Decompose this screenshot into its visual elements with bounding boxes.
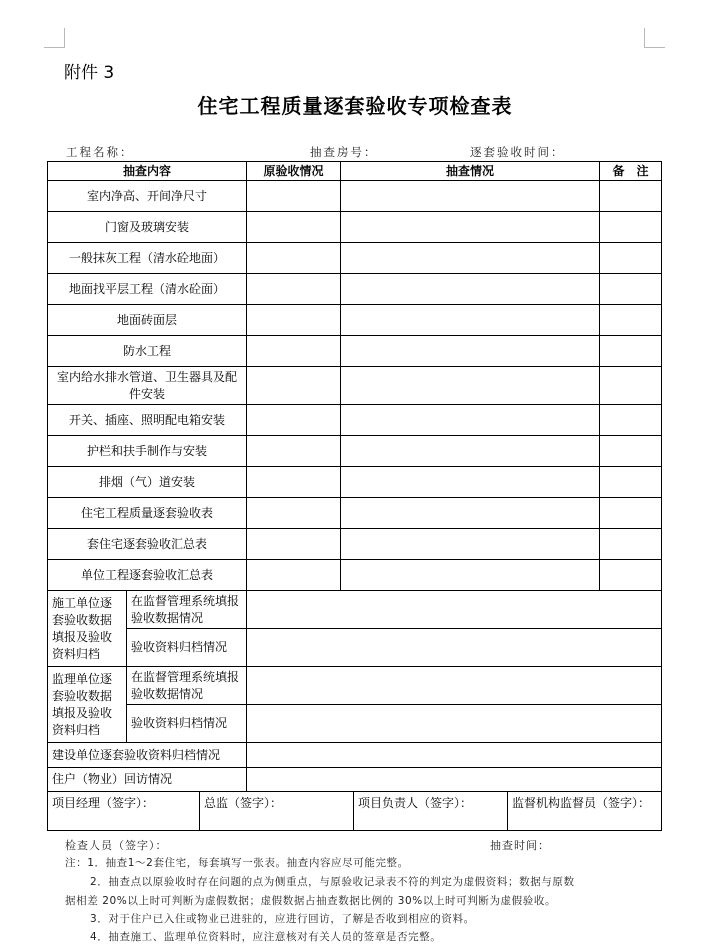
owner-archive-row <box>48 743 662 768</box>
note-4: 4．抽查施工、监理单位资料时，应注意核对有关人员的签章是否完整。 <box>90 931 442 943</box>
supervision-archive-cell[interactable] <box>247 705 662 743</box>
page-title: 住宅工程质量逐套验收专项检查表 <box>197 94 513 118</box>
table-row <box>48 212 662 243</box>
construction-upload-row <box>48 591 662 629</box>
page-corner-mark-right <box>644 28 665 48</box>
owner-archive-cell[interactable] <box>247 743 662 768</box>
chief-supervisor-signature-field[interactable]: 总监（签字）： <box>200 792 354 830</box>
table-row <box>48 560 662 591</box>
cell-original[interactable] <box>247 560 341 591</box>
row-label: 套住宅逐套验收汇总表 <box>48 529 247 560</box>
resident-visit-label: 住户（物业）回访情况 <box>48 768 247 792</box>
table-row <box>48 405 662 436</box>
page-corner-mark-left <box>44 28 65 48</box>
row-label: 室内给水排水管道、卫生器具及配件安装 <box>48 367 247 405</box>
attachment-label: 附件 3 <box>64 63 115 83</box>
row-label: 地面找平层工程（清水砼面） <box>48 274 247 305</box>
note-1: 注：1．抽查1～2套住宅，每套填写一张表。抽查内容应尽可能完整。 <box>65 857 409 869</box>
construction-archive-row <box>48 629 662 667</box>
signature-row <box>48 792 662 831</box>
construction-group-label: 施工单位逐套验收数据填报及验收资料归档 <box>48 591 127 667</box>
table-row <box>48 274 662 305</box>
cell-remark[interactable] <box>600 467 662 498</box>
supervision-group-label: 监理单位逐套验收数据填报及验收资料归档 <box>48 667 127 743</box>
supervision-archive-row <box>48 705 662 743</box>
construction-upload-cell[interactable] <box>247 591 662 629</box>
cell-check[interactable] <box>341 436 600 467</box>
cell-remark[interactable] <box>600 336 662 367</box>
cell-original[interactable] <box>247 498 341 529</box>
cell-remark[interactable] <box>600 405 662 436</box>
cell-original[interactable] <box>247 467 341 498</box>
row-label: 防水工程 <box>48 336 247 367</box>
cell-remark[interactable] <box>600 181 662 212</box>
cell-original[interactable] <box>247 243 341 274</box>
table-row <box>48 367 662 405</box>
resident-visit-cell[interactable] <box>247 768 662 792</box>
row-label: 开关、插座、照明配电箱安装 <box>48 405 247 436</box>
header-remarks: 备 注 <box>600 162 662 181</box>
cell-remark[interactable] <box>600 212 662 243</box>
cell-original[interactable] <box>247 436 341 467</box>
construction-archive-cell[interactable] <box>247 629 662 667</box>
cell-original[interactable] <box>247 529 341 560</box>
cell-check[interactable] <box>341 305 600 336</box>
cell-check[interactable] <box>341 498 600 529</box>
row-label: 单位工程逐套验收汇总表 <box>48 560 247 591</box>
table-row <box>48 336 662 367</box>
note-2-continued: 据相差 20%以上时可判断为虚假数据；虚假数据占抽查数据比例的 30%以上时可判断为虚假验收。 <box>65 895 557 907</box>
table-row <box>48 305 662 336</box>
supervision-upload-cell[interactable] <box>247 667 662 705</box>
row-label: 排烟（气）道安装 <box>48 467 247 498</box>
note-3: 3．对于住户已入住或物业已进驻的，应进行回访，了解是否收到相应的资料。 <box>90 913 475 925</box>
cell-original[interactable] <box>247 305 341 336</box>
header-check-content: 抽查内容 <box>48 162 247 181</box>
cell-check[interactable] <box>341 405 600 436</box>
cell-remark[interactable] <box>600 529 662 560</box>
row-label: 护栏和扶手制作与安装 <box>48 436 247 467</box>
supervision-upload-row <box>48 667 662 705</box>
inspector-signature-field[interactable]: 监督机构监督员（签字）： <box>512 796 651 810</box>
table-row <box>48 529 662 560</box>
construction-upload-label: 在监督管理系统填报验收数据情况 <box>127 591 247 629</box>
construction-archive-label: 验收资料归档情况 <box>127 629 247 667</box>
table-header-row <box>48 162 662 181</box>
cell-remark[interactable] <box>600 560 662 591</box>
supervision-archive-label: 验收资料归档情况 <box>127 705 247 743</box>
table-row <box>48 181 662 212</box>
table-row <box>48 436 662 467</box>
cell-remark[interactable] <box>600 367 662 405</box>
pm-signature-field[interactable]: 项目经理（签字）： <box>48 792 200 830</box>
cell-original[interactable] <box>247 181 341 212</box>
cell-original[interactable] <box>247 336 341 367</box>
table-row <box>48 467 662 498</box>
cell-remark[interactable] <box>600 436 662 467</box>
cell-check[interactable] <box>341 467 600 498</box>
cell-check[interactable] <box>341 243 600 274</box>
cell-remark[interactable] <box>600 274 662 305</box>
supervision-upload-label: 在监督管理系统填报验收数据情况 <box>127 667 247 705</box>
cell-original[interactable] <box>247 405 341 436</box>
header-check-result: 抽查情况 <box>341 162 600 181</box>
cell-remark[interactable] <box>600 498 662 529</box>
table-row <box>48 243 662 274</box>
row-label: 门窗及玻璃安装 <box>48 212 247 243</box>
project-name-label: 工程名称： <box>66 145 134 159</box>
acceptance-time-label: 逐套验收时间： <box>470 145 565 159</box>
cell-check[interactable] <box>341 367 600 405</box>
row-label: 住宅工程质量逐套验收表 <box>48 498 247 529</box>
inspector-label: 检查人员（签字）： <box>65 839 168 852</box>
cell-original[interactable] <box>247 212 341 243</box>
sample-room-label: 抽查房号： <box>310 145 378 159</box>
resident-visit-row <box>48 768 662 792</box>
cell-check[interactable] <box>341 560 600 591</box>
owner-archive-label: 建设单位逐套验收资料归档情况 <box>48 743 247 768</box>
inspection-table <box>47 161 662 831</box>
table-row <box>48 498 662 529</box>
inspection-time-label: 抽查时间： <box>490 839 550 852</box>
row-label: 一般抹灰工程（清水砼地面） <box>48 243 247 274</box>
row-label: 地面砖面层 <box>48 305 247 336</box>
cell-check[interactable] <box>341 336 600 367</box>
cell-check[interactable] <box>341 181 600 212</box>
row-label: 室内净高、开间净尺寸 <box>48 181 247 212</box>
cell-check[interactable] <box>341 529 600 560</box>
header-original-acceptance: 原验收情况 <box>247 162 341 181</box>
cell-remark[interactable] <box>600 305 662 336</box>
cell-check[interactable] <box>341 212 600 243</box>
cell-original[interactable] <box>247 274 341 305</box>
cell-remark[interactable] <box>600 243 662 274</box>
cell-check[interactable] <box>341 274 600 305</box>
note-2: 2．抽查点以原验收时存在问题的点为侧重点，与原验收记录表不符的判定为虚假资料；数据与原数 <box>90 876 575 888</box>
cell-original[interactable] <box>247 367 341 405</box>
project-lead-signature-field[interactable]: 项目负责人（签字）： <box>354 792 508 830</box>
